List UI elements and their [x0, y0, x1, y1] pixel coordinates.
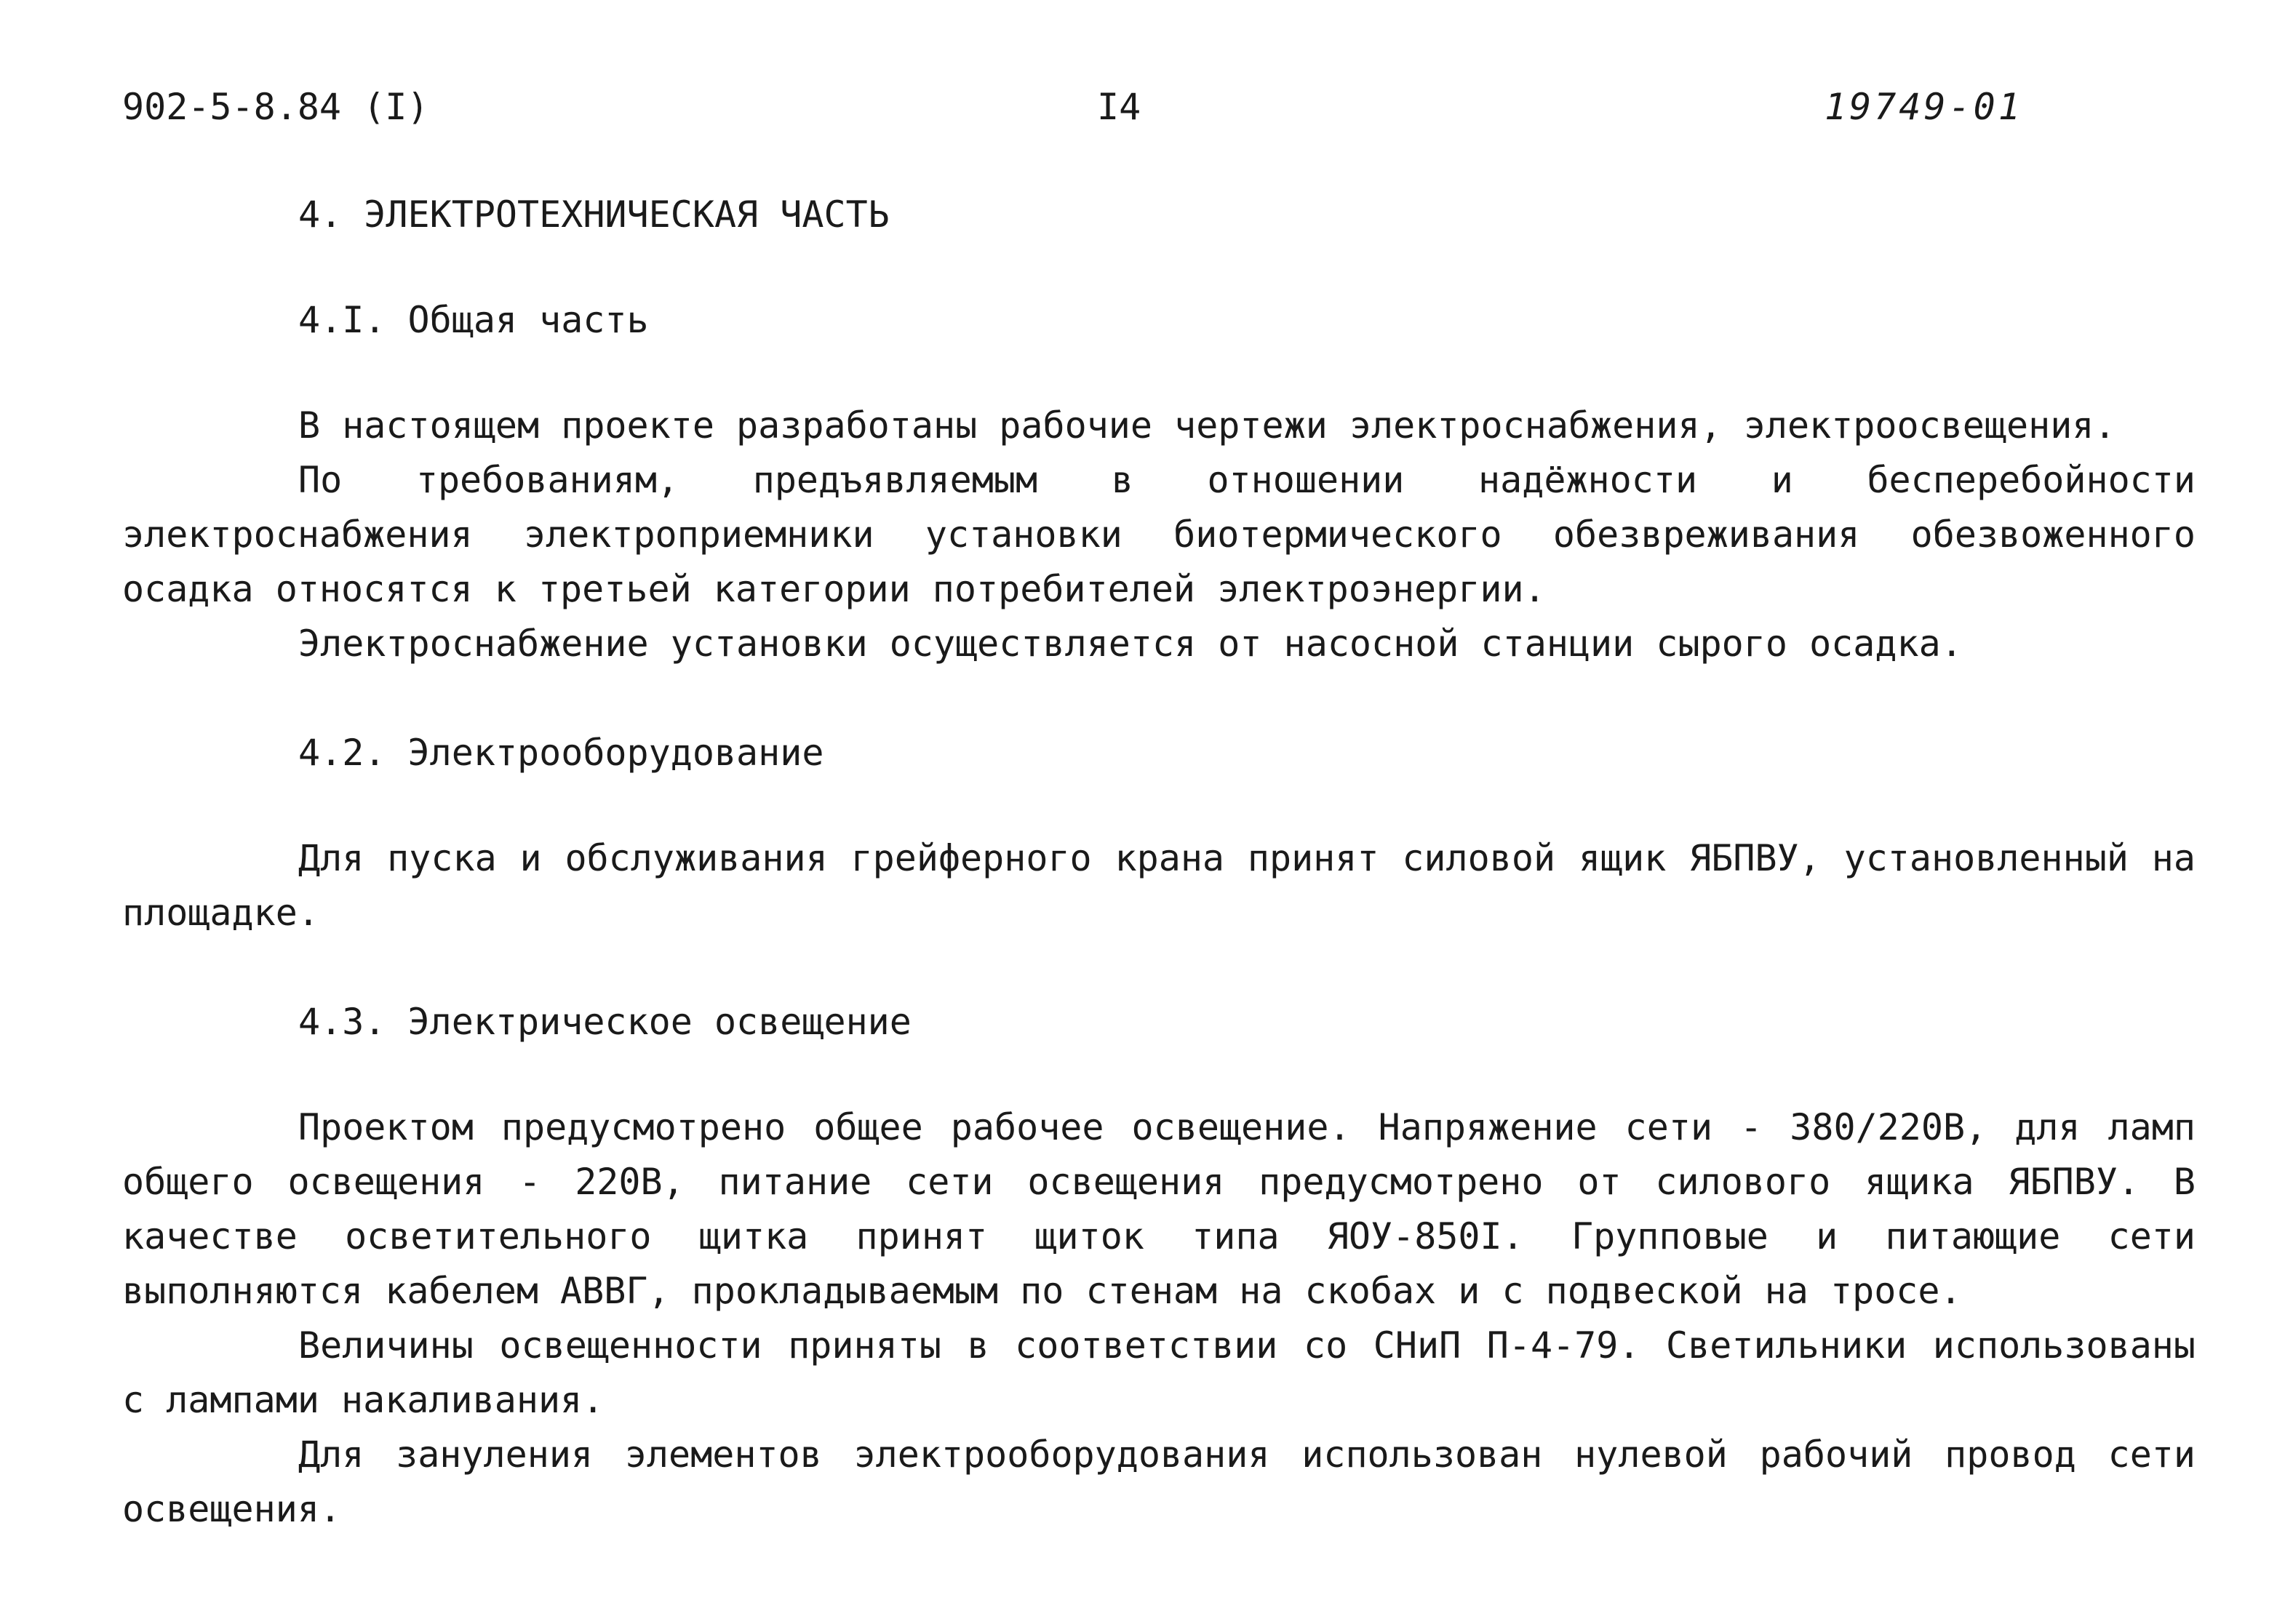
- paragraph: Для пуска и обслуживания грейферного крана принят силовой ящик ЯБПВУ, установленный на площадке.: [122, 837, 2196, 934]
- paragraph: Для зануления элементов электрооборудования использован нулевой рабочий провод сети освещения.: [122, 1433, 2196, 1530]
- document-code: 902-5-8.84 (I): [122, 86, 429, 128]
- document-body: [122, 188, 2196, 1537]
- paragraph: Величины освещенности приняты в соответствии со СНиП П-4-79. Светильники использованы с лампами накаливания.: [122, 1324, 2196, 1421]
- paragraph: По требованиям, предъявляемым в отношении надёжности и бесперебойности электроснабжения электроприемники установки биотермического обезвреживания обезвоженного осадка относятся к третьей категории потребителей электроэнергии.: [122, 459, 2196, 610]
- page-number: I4: [1097, 86, 1141, 128]
- inventory-number: 19749-01: [1825, 86, 2023, 128]
- subsection-heading-lighting: 4.3. Электрическое освещение: [298, 1001, 912, 1043]
- subsection-heading-equipment: 4.2. Электрооборудование: [298, 732, 824, 774]
- paragraph: Электроснабжение установки осуществляется от насосной станции сырого осадка.: [298, 623, 1963, 665]
- paragraph: Проектом предусмотрено общее рабочее освещение. Напряжение сети - 380/220В, для ламп общего освещения - 220В, питание сети освещения предусмотрено от силового ящика ЯБПВУ. В качестве осветительного щитка принят щиток типа ЯОУ-850I. Групповые и питающие сети выполняются кабелем АВВГ, прокладываемым по стенам на скобах и с подвеской на тросе.: [122, 1106, 2196, 1312]
- paragraph: В настоящем проекте разработаны рабочие чертежи электроснабжения, электроосвещения.: [298, 404, 2116, 447]
- section-title: 4. ЭЛЕКТРОТЕХНИЧЕСКАЯ ЧАСТЬ: [298, 193, 890, 236]
- subsection-heading-general: 4.I. Общая часть: [298, 299, 649, 341]
